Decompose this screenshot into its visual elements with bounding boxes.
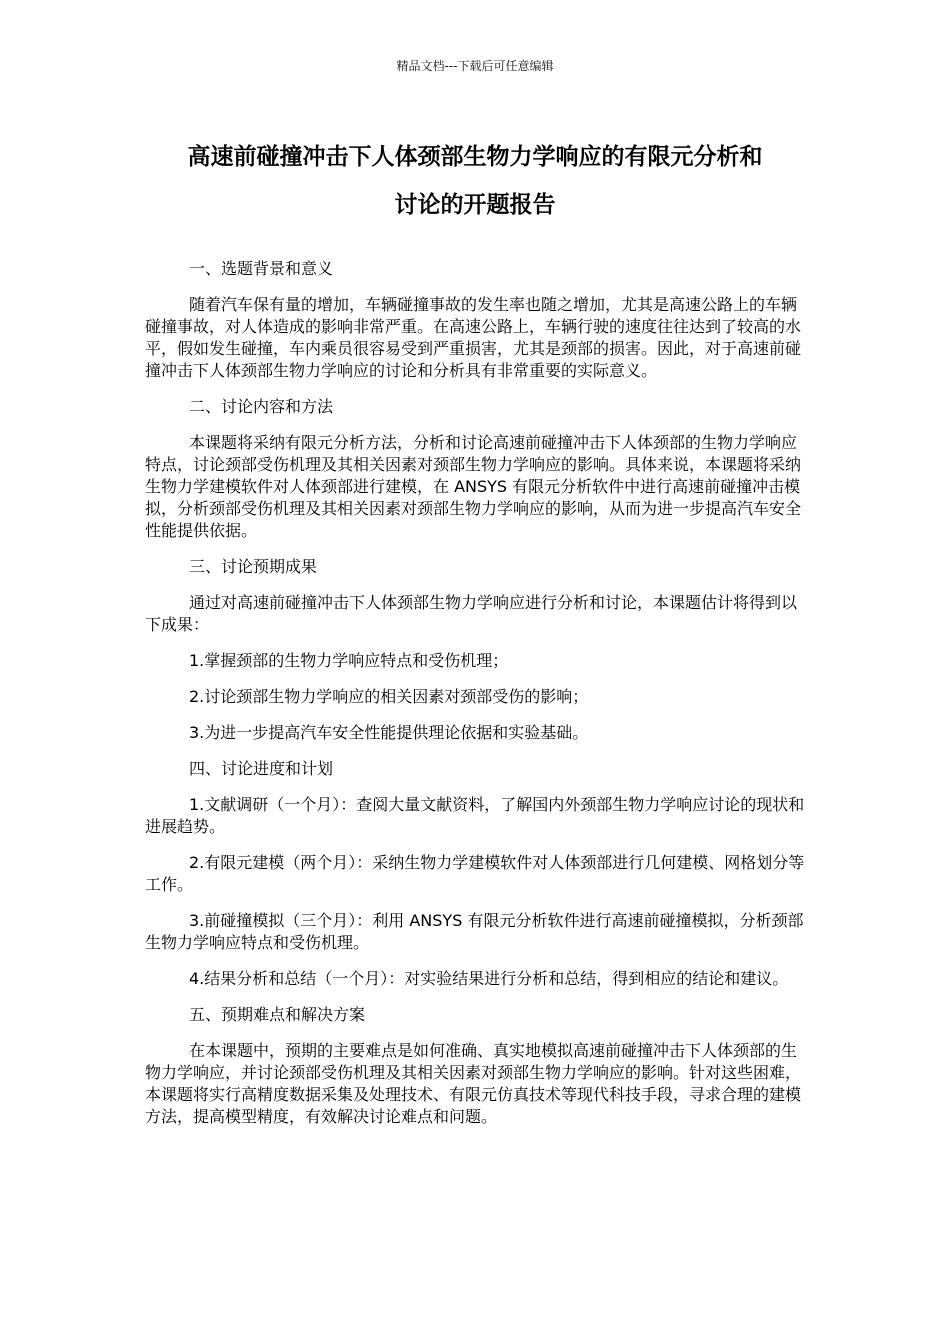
title-line-1: 高速前碰撞冲击下人体颈部生物力学响应的有限元分析和 <box>187 144 763 170</box>
section-heading-3: 三、讨论预期成果 <box>189 557 318 576</box>
section-3-item-3: 3.为进一步提高汽车安全性能提供理论依据和实验基础。 <box>189 723 589 742</box>
section-heading-1: 一、选题背景和意义 <box>189 259 334 278</box>
section-4-item-2: 2.有限元建模（两个月）：采纳生物力学建模软件对人体颈部进行几何建模、网格划分等工作。 <box>145 853 805 894</box>
section-3-paragraph: 通过对高速前碰撞冲击下人体颈部生物力学响应进行分析和讨论，本课题估计将得到以下成果： <box>145 593 798 634</box>
section-4-item-3: 3.前碰撞模拟（三个月）：利用 ANSYS 有限元分析软件进行高速前碰撞模拟，分析颈部生物力学响应特点和受伤机理。 <box>145 911 804 952</box>
section-5-paragraph: 在本课题中，预期的主要难点是如何准确、真实地模拟高速前碰撞冲击下人体颈部的生物力学响应，并讨论颈部受伤机理及其相关因素对颈部生物力学响应的影响。针对这些困难，本课题将实行高精度数据采集及处理技术、有限元仿真技术等现代科技手段，寻求合理的建模方法，提高模型精度，有效解决讨论难点和问题。 <box>145 1041 802 1126</box>
section-2-paragraph: 本课题将采纳有限元分析方法，分析和讨论高速前碰撞冲击下人体颈部的生物力学响应特点，讨论颈部受伤机理及其相关因素对颈部生物力学响应的影响。具体来说，本课题将采纳生物力学建模软件对人体颈部进行建模，在 ANSYS 有限元分析软件中进行高速前碰撞冲击模拟，分析颈部受伤机理及其相关因素对颈部生物力学响应的影响，从而为进一步提高汽车安全性能提供依据。 <box>145 433 802 540</box>
title-line-2: 讨论的开题报告 <box>394 192 556 218</box>
document-title <box>140 133 810 229</box>
section-3-item-1: 1.掌握颈部的生物力学响应特点和受伤机理； <box>189 651 509 670</box>
section-3-item-2: 2.讨论颈部生物力学响应的相关因素对颈部受伤的影响； <box>189 687 589 706</box>
document-body <box>145 258 807 1142</box>
section-4-item-1: 1.文献调研（一个月）：查阅大量文献资料，了解国内外颈部生物力学响应讨论的现状和进展趋势。 <box>145 795 805 836</box>
section-1-paragraph: 随着汽车保有量的增加，车辆碰撞事故的发生率也随之增加，尤其是高速公路上的车辆碰撞事故，对人体造成的影响非常严重。在高速公路上，车辆行驶的速度往往达到了较高的水平，假如发生碰撞，车内乘员很容易受到严重损害，尤其是颈部的损害。因此，对于高速前碰撞冲击下人体颈部生物力学响应的讨论和分析具有非常重要的实际意义。 <box>145 295 802 380</box>
section-heading-4: 四、讨论进度和计划 <box>189 759 334 778</box>
section-heading-5: 五、预期难点和解决方案 <box>189 1005 366 1024</box>
section-4-item-4: 4.结果分析和总结（一个月）：对实验结果进行分析和总结，得到相应的结论和建议。 <box>189 969 789 988</box>
section-heading-2: 二、讨论内容和方法 <box>189 397 334 416</box>
page-header: 精品文档---下载后可任意编辑 <box>396 59 554 73</box>
